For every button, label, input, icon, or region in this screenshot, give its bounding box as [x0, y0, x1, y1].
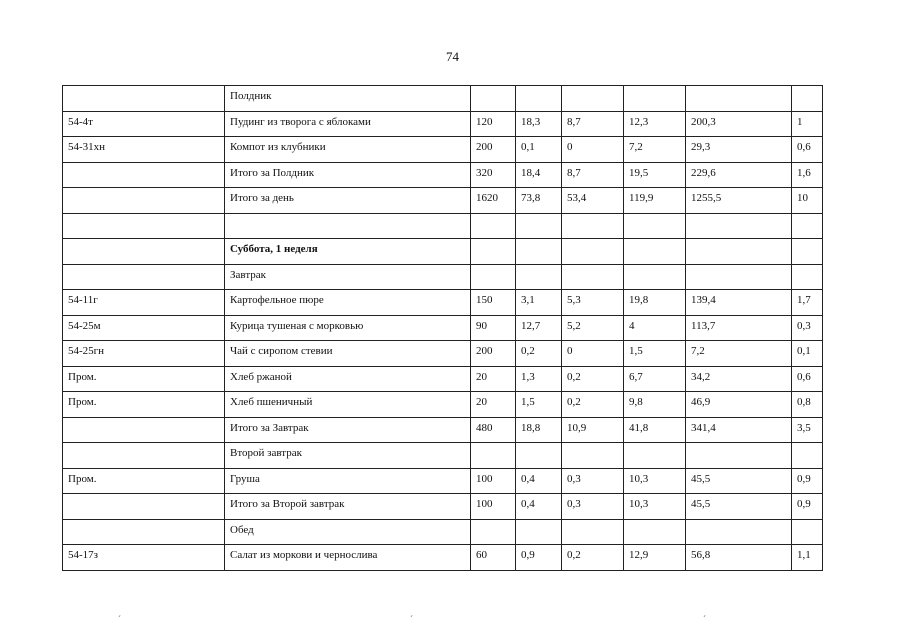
cell-code: 54-17з: [63, 545, 225, 571]
cell-protein: 0,1: [516, 137, 562, 163]
menu-table: [62, 85, 823, 571]
cell-name: Итого за Завтрак: [225, 417, 471, 443]
cell-carb: 7,2: [624, 137, 686, 163]
cell-energy: [686, 213, 792, 239]
cell-vitc: [792, 264, 823, 290]
cell-energy: 229,6: [686, 162, 792, 188]
cell-code: [63, 443, 225, 469]
cell-weight: [471, 519, 516, 545]
cell-fat: 0,2: [562, 545, 624, 571]
scan-mark: ´: [410, 614, 413, 624]
cell-protein: 12,7: [516, 315, 562, 341]
cell-energy: [686, 443, 792, 469]
table-row: [63, 494, 823, 520]
cell-weight: [471, 213, 516, 239]
cell-vitc: 1,6: [792, 162, 823, 188]
cell-carb: 19,8: [624, 290, 686, 316]
cell-carb: 10,3: [624, 468, 686, 494]
cell-code: 54-25м: [63, 315, 225, 341]
cell-fat: 0,2: [562, 366, 624, 392]
table-row: [63, 417, 823, 443]
table-row: [63, 264, 823, 290]
cell-vitc: 1,1: [792, 545, 823, 571]
cell-fat: 53,4: [562, 188, 624, 214]
cell-code: Пром.: [63, 366, 225, 392]
cell-vitc: [792, 213, 823, 239]
cell-energy: 139,4: [686, 290, 792, 316]
cell-carb: 12,3: [624, 111, 686, 137]
cell-weight: 20: [471, 366, 516, 392]
cell-vitc: [792, 239, 823, 265]
cell-protein: 18,8: [516, 417, 562, 443]
cell-carb: 9,8: [624, 392, 686, 418]
cell-code: [63, 162, 225, 188]
cell-protein: [516, 443, 562, 469]
cell-name: Груша: [225, 468, 471, 494]
cell-energy: 34,2: [686, 366, 792, 392]
table-row: [63, 290, 823, 316]
cell-energy: [686, 264, 792, 290]
cell-weight: 150: [471, 290, 516, 316]
cell-protein: [516, 519, 562, 545]
cell-weight: 120: [471, 111, 516, 137]
cell-code: Пром.: [63, 468, 225, 494]
cell-fat: 5,2: [562, 315, 624, 341]
cell-energy: 29,3: [686, 137, 792, 163]
cell-energy: 200,3: [686, 111, 792, 137]
cell-protein: 0,9: [516, 545, 562, 571]
cell-fat: [562, 213, 624, 239]
cell-weight: 20: [471, 392, 516, 418]
cell-fat: 5,3: [562, 290, 624, 316]
table-row: [63, 366, 823, 392]
cell-carb: 119,9: [624, 188, 686, 214]
cell-code: 54-4т: [63, 111, 225, 137]
cell-carb: 10,3: [624, 494, 686, 520]
cell-energy: 46,9: [686, 392, 792, 418]
cell-vitc: 0,3: [792, 315, 823, 341]
cell-weight: [471, 239, 516, 265]
cell-vitc: [792, 443, 823, 469]
cell-name: Картофельное пюре: [225, 290, 471, 316]
cell-name: Пудинг из творога с яблоками: [225, 111, 471, 137]
cell-name: Полдник: [225, 86, 471, 112]
cell-weight: [471, 264, 516, 290]
cell-carb: [624, 86, 686, 112]
cell-energy: 341,4: [686, 417, 792, 443]
table-row: [63, 468, 823, 494]
cell-code: [63, 188, 225, 214]
cell-protein: [516, 86, 562, 112]
page-number: 74: [446, 49, 459, 64]
cell-carb: 4: [624, 315, 686, 341]
cell-name: Салат из моркови и чернослива: [225, 545, 471, 571]
cell-name: Второй завтрак: [225, 443, 471, 469]
cell-code: 54-25гн: [63, 341, 225, 367]
cell-weight: [471, 443, 516, 469]
cell-carb: 6,7: [624, 366, 686, 392]
cell-name: Завтрак: [225, 264, 471, 290]
cell-code: [63, 86, 225, 112]
cell-carb: 41,8: [624, 417, 686, 443]
table-row: [63, 188, 823, 214]
cell-vitc: 10: [792, 188, 823, 214]
cell-protein: 0,4: [516, 494, 562, 520]
cell-code: 54-11г: [63, 290, 225, 316]
cell-fat: 0: [562, 341, 624, 367]
cell-fat: 0,3: [562, 494, 624, 520]
cell-energy: 45,5: [686, 494, 792, 520]
cell-weight: 100: [471, 468, 516, 494]
cell-fat: 10,9: [562, 417, 624, 443]
cell-vitc: 0,6: [792, 137, 823, 163]
cell-fat: 8,7: [562, 162, 624, 188]
cell-name: [225, 213, 471, 239]
cell-weight: 100: [471, 494, 516, 520]
table-row: [63, 315, 823, 341]
cell-code: [63, 239, 225, 265]
cell-protein: 3,1: [516, 290, 562, 316]
cell-code: 54-31хн: [63, 137, 225, 163]
cell-code: [63, 417, 225, 443]
cell-protein: 0,4: [516, 468, 562, 494]
cell-energy: 113,7: [686, 315, 792, 341]
cell-name: Итого за день: [225, 188, 471, 214]
cell-name: Суббота, 1 неделя: [225, 239, 471, 265]
menu-table-body: [63, 86, 823, 571]
cell-vitc: 0,9: [792, 468, 823, 494]
cell-vitc: 0,9: [792, 494, 823, 520]
cell-fat: 0: [562, 137, 624, 163]
cell-fat: [562, 264, 624, 290]
cell-weight: [471, 86, 516, 112]
cell-fat: [562, 239, 624, 265]
cell-energy: [686, 86, 792, 112]
cell-carb: [624, 239, 686, 265]
table-row: [63, 137, 823, 163]
cell-name: Чай с сиропом стевии: [225, 341, 471, 367]
cell-protein: 0,2: [516, 341, 562, 367]
cell-protein: [516, 213, 562, 239]
cell-protein: 1,5: [516, 392, 562, 418]
cell-vitc: [792, 519, 823, 545]
cell-vitc: 1: [792, 111, 823, 137]
cell-code: [63, 494, 225, 520]
table-row: [63, 213, 823, 239]
cell-protein: 73,8: [516, 188, 562, 214]
cell-name: Хлеб ржаной: [225, 366, 471, 392]
cell-weight: 60: [471, 545, 516, 571]
cell-energy: 56,8: [686, 545, 792, 571]
cell-fat: [562, 86, 624, 112]
cell-energy: [686, 519, 792, 545]
cell-carb: 19,5: [624, 162, 686, 188]
table-row: [63, 392, 823, 418]
cell-fat: 0,3: [562, 468, 624, 494]
table-row: [63, 111, 823, 137]
cell-code: [63, 519, 225, 545]
cell-carb: [624, 213, 686, 239]
cell-carb: 1,5: [624, 341, 686, 367]
scan-mark: ´: [118, 614, 121, 624]
cell-name: Компот из клубники: [225, 137, 471, 163]
cell-energy: 45,5: [686, 468, 792, 494]
cell-code: Пром.: [63, 392, 225, 418]
cell-protein: [516, 239, 562, 265]
cell-carb: [624, 519, 686, 545]
cell-carb: [624, 443, 686, 469]
cell-protein: 1,3: [516, 366, 562, 392]
table-row: [63, 239, 823, 265]
cell-weight: 320: [471, 162, 516, 188]
table-row: [63, 519, 823, 545]
cell-name: Итого за Второй завтрак: [225, 494, 471, 520]
table-row: [63, 341, 823, 367]
cell-vitc: 1,7: [792, 290, 823, 316]
cell-weight: 480: [471, 417, 516, 443]
cell-vitc: [792, 86, 823, 112]
cell-protein: 18,3: [516, 111, 562, 137]
table-row: [63, 443, 823, 469]
cell-weight: 200: [471, 341, 516, 367]
cell-vitc: 0,8: [792, 392, 823, 418]
cell-energy: 1255,5: [686, 188, 792, 214]
cell-name: Курица тушеная с морковью: [225, 315, 471, 341]
table-row: [63, 162, 823, 188]
table-row: [63, 86, 823, 112]
cell-vitc: 0,1: [792, 341, 823, 367]
cell-weight: 90: [471, 315, 516, 341]
cell-weight: 1620: [471, 188, 516, 214]
cell-weight: 200: [471, 137, 516, 163]
cell-name: Обед: [225, 519, 471, 545]
cell-vitc: 0,6: [792, 366, 823, 392]
table-row: [63, 545, 823, 571]
cell-energy: [686, 239, 792, 265]
cell-code: [63, 264, 225, 290]
scan-mark: ´: [703, 614, 706, 624]
cell-carb: [624, 264, 686, 290]
cell-vitc: 3,5: [792, 417, 823, 443]
cell-energy: 7,2: [686, 341, 792, 367]
cell-fat: 0,2: [562, 392, 624, 418]
cell-fat: 8,7: [562, 111, 624, 137]
cell-fat: [562, 443, 624, 469]
cell-name: Хлеб пшеничный: [225, 392, 471, 418]
cell-protein: [516, 264, 562, 290]
cell-code: [63, 213, 225, 239]
cell-name: Итого за Полдник: [225, 162, 471, 188]
cell-carb: 12,9: [624, 545, 686, 571]
cell-fat: [562, 519, 624, 545]
cell-protein: 18,4: [516, 162, 562, 188]
